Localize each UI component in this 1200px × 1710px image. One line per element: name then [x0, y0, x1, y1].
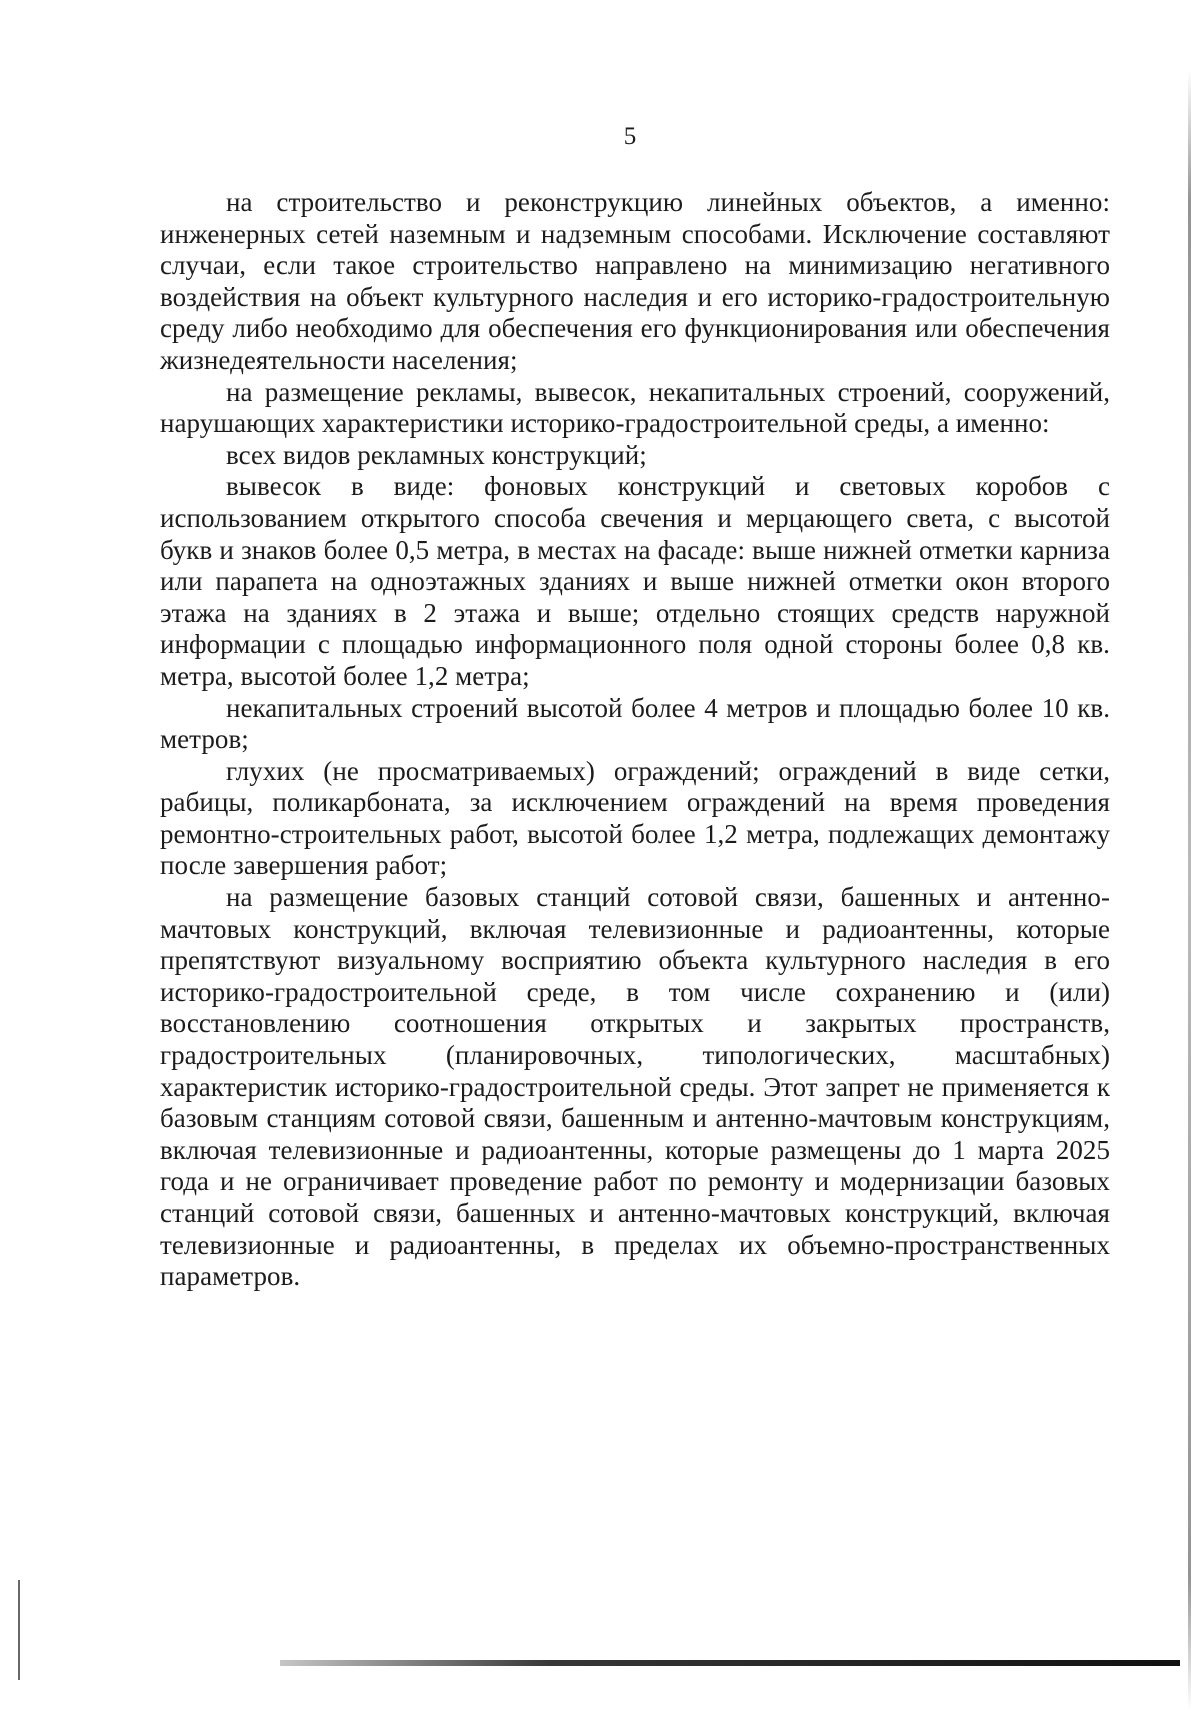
paragraph-fences: глухих (не просматриваемых) ограждений; ограждений в виде сетки, рабицы, поликарбоната, за исключением ограждений на время проведения ремонтно-строительных работ, высотой более 1,2 метра, подлежащих демонтажу после завершения работ;: [160, 755, 1110, 881]
paragraph-all-ad-structures: всех видов рекламных конструкций;: [226, 439, 647, 470]
paragraph-non-capital-buildings: некапитальных строений высотой более 4 метров и площадью более 10 кв. метров;: [160, 692, 1110, 755]
paragraph-base-stations: на размещение базовых станций сотовой связи, башенных и антенно-мачтовых конструкций, включая телевизионные и радиоантенны, которые препятствуют визуальному восприятию объекта культурного наследия в его историко-градостроительной среде, в том числе сохранению и (или) восстановлению соотношения открытых и закрытых пространств, градостроительных (планировочных, типологических, масштабных) характеристик историко-градостроительной среды. Этот запрет не применяется к базовым станциям сотовой связи, башенным и антенно-мачтовым конструкциям, включая телевизионные и радиоантенны, которые размещены до 1 марта 2025 года и не ограничивает проведение работ по ремонту и модернизации базовых станций сотовой связи, башенных и антенно-мачтовых конструкций, включая телевизионные и радиоантенны, в пределах их объемно-пространственных параметров.: [160, 882, 1110, 1292]
scan-edge-right: [1188, 70, 1191, 1710]
paragraph-advertising-intro: на размещение рекламы, вывесок, некапитальных строений, сооружений, нарушающих характеристики историко-градостроительной среды, а именно:: [160, 376, 1110, 439]
page-number: 5: [623, 123, 637, 150]
paragraph-signs: вывесок в виде: фоновых конструкций и световых коробов с использованием открытого способа свечения и мерцающего света, с высотой букв и знаков более 0,5 метра, в местах на фасаде: выше нижней отметки карниза или парапета на одноэтажных зданиях и выше нижней отметки окон второго этажа на зданиях в 2 этажа и выше; отдельно стоящих средств наружной информации с площадью информационного поля одной стороны более 0,8 кв. метра, высотой более 1,2 метра;: [160, 471, 1110, 691]
document-body: [160, 187, 1110, 1293]
scan-edge-bottom: [280, 1660, 1180, 1666]
paragraph-linear-objects: на строительство и реконструкцию линейных объектов, а именно: инженерных сетей наземным и надземным способами. Исключение составляют случаи, если такое строительство направлено на минимизацию негативного воздействия на объект культурного наследия и его историко-градостроительную среду либо необходимо для обеспечения его функционирования или обеспечения жизнедеятельности населения;: [160, 187, 1110, 375]
scan-edge-left: [18, 1580, 20, 1680]
